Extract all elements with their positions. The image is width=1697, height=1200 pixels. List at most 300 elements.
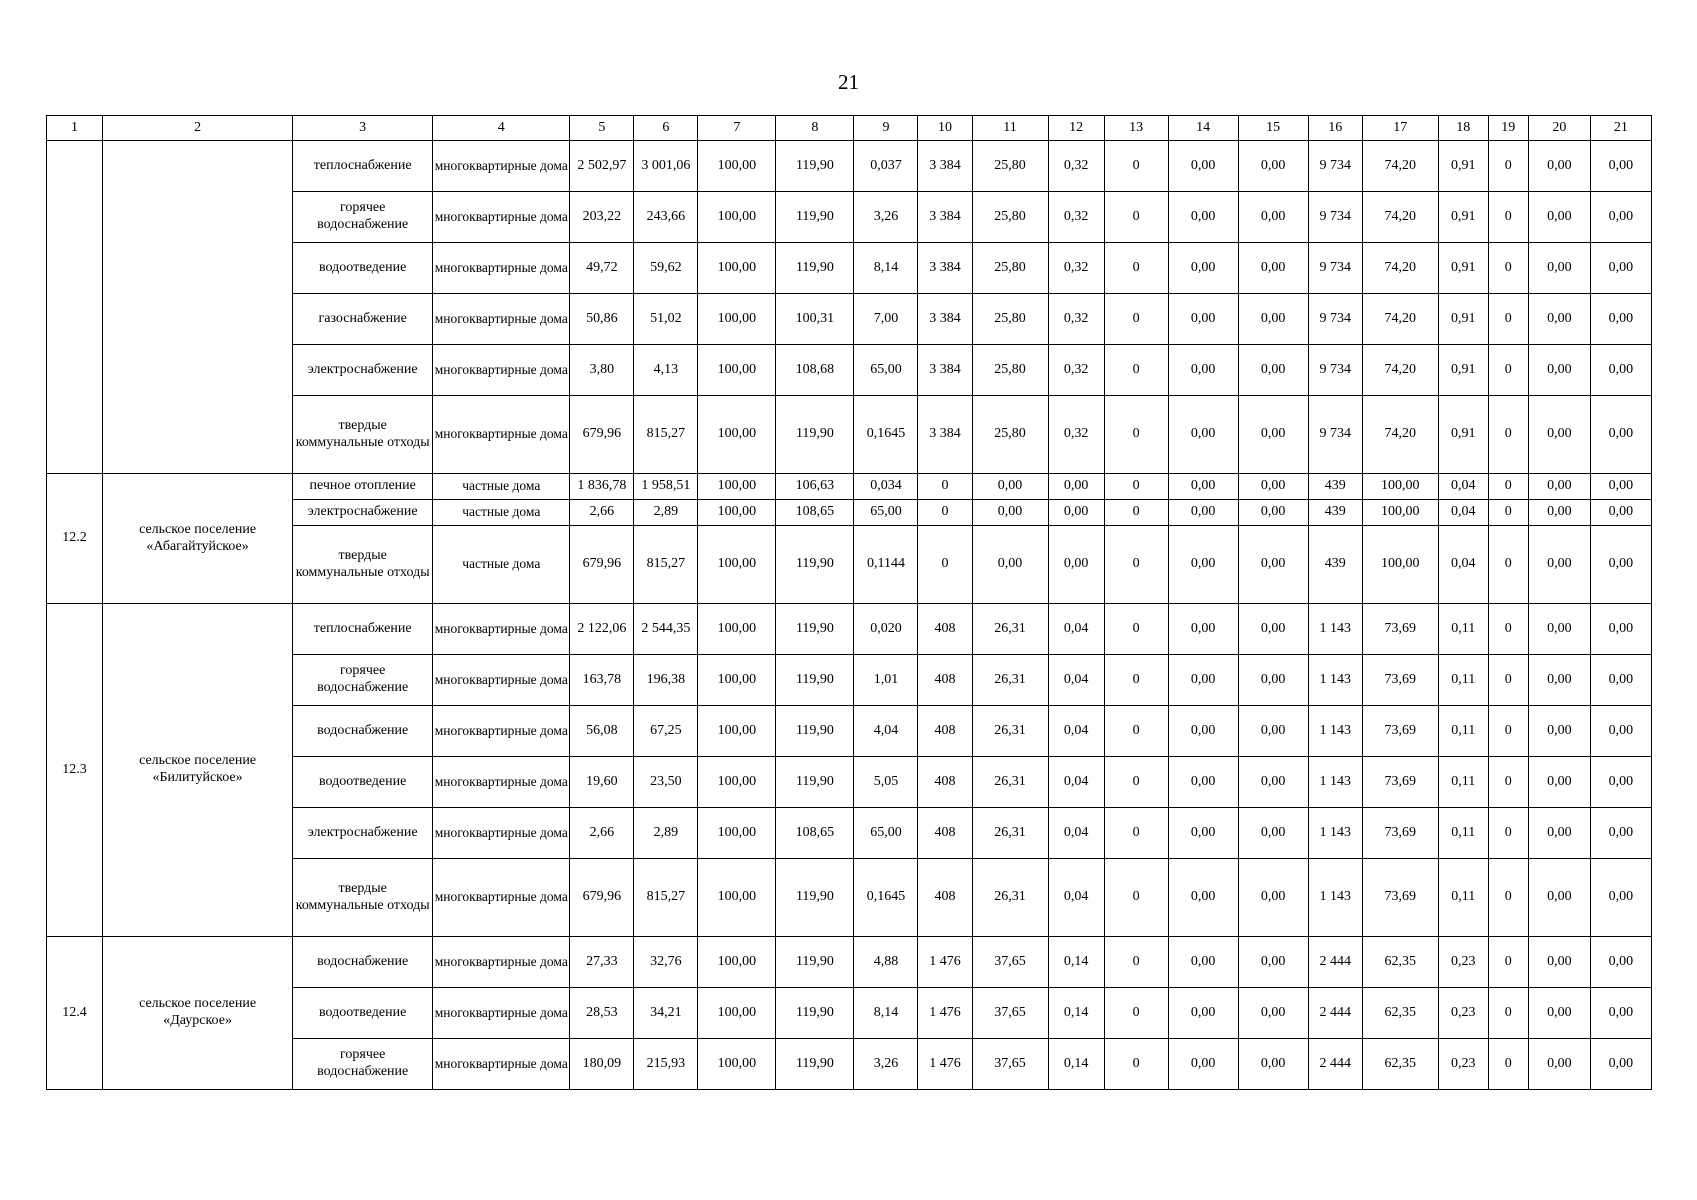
- value-cell: 3 384: [918, 345, 972, 396]
- value-cell: 0,00: [1168, 706, 1238, 757]
- housing-type-cell: многоквартирные дома: [433, 604, 570, 655]
- value-cell: 1,01: [854, 655, 918, 706]
- value-cell: 408: [918, 655, 972, 706]
- value-cell: 0,91: [1438, 396, 1488, 474]
- value-cell: 0,00: [1168, 192, 1238, 243]
- value-cell: 0,00: [1590, 706, 1651, 757]
- value-cell: 0,00: [1168, 500, 1238, 526]
- value-cell: 74,20: [1362, 345, 1438, 396]
- housing-type-cell: многоквартирные дома: [433, 396, 570, 474]
- value-cell: 100,00: [698, 757, 776, 808]
- value-cell: 26,31: [972, 808, 1048, 859]
- value-cell: 74,20: [1362, 243, 1438, 294]
- value-cell: 679,96: [570, 859, 634, 937]
- value-cell: 0: [1104, 757, 1168, 808]
- value-cell: 0,23: [1438, 988, 1488, 1039]
- value-cell: 0: [1488, 345, 1528, 396]
- table-row: [47, 474, 1652, 500]
- value-cell: 408: [918, 859, 972, 937]
- settlement-name: сельское поселение «Абагайтуйское»: [103, 474, 293, 604]
- value-cell: 2 502,97: [570, 141, 634, 192]
- value-cell: 0,00: [1168, 294, 1238, 345]
- value-cell: 0,020: [854, 604, 918, 655]
- value-cell: 815,27: [634, 859, 698, 937]
- housing-type-cell: многоквартирные дома: [433, 988, 570, 1039]
- column-header: 7: [698, 116, 776, 141]
- value-cell: 0,034: [854, 474, 918, 500]
- value-cell: 2,66: [570, 500, 634, 526]
- value-cell: 0,00: [1528, 655, 1590, 706]
- column-header: 12: [1048, 116, 1104, 141]
- column-header: 8: [776, 116, 854, 141]
- value-cell: 196,38: [634, 655, 698, 706]
- value-cell: 0,00: [1168, 859, 1238, 937]
- value-cell: 73,69: [1362, 706, 1438, 757]
- value-cell: 0,32: [1048, 141, 1104, 192]
- value-cell: 9 734: [1308, 141, 1362, 192]
- value-cell: 23,50: [634, 757, 698, 808]
- housing-type-cell: многоквартирные дома: [433, 141, 570, 192]
- value-cell: 0,32: [1048, 192, 1104, 243]
- value-cell: 0: [1488, 859, 1528, 937]
- service-cell: водоотведение: [293, 243, 433, 294]
- value-cell: 0,00: [1238, 706, 1308, 757]
- value-cell: 8,14: [854, 988, 918, 1039]
- value-cell: 0,04: [1438, 500, 1488, 526]
- value-cell: 1 476: [918, 1039, 972, 1090]
- service-cell: теплоснабжение: [293, 604, 433, 655]
- value-cell: 73,69: [1362, 859, 1438, 937]
- value-cell: 0,11: [1438, 604, 1488, 655]
- value-cell: 0: [1488, 706, 1528, 757]
- value-cell: 100,00: [698, 294, 776, 345]
- value-cell: 0: [1488, 192, 1528, 243]
- value-cell: 9 734: [1308, 294, 1362, 345]
- housing-type-cell: многоквартирные дома: [433, 1039, 570, 1090]
- value-cell: 1 143: [1308, 757, 1362, 808]
- value-cell: 119,90: [776, 192, 854, 243]
- value-cell: 0: [1104, 345, 1168, 396]
- value-cell: 2,66: [570, 808, 634, 859]
- value-cell: 119,90: [776, 141, 854, 192]
- column-header: 6: [634, 116, 698, 141]
- value-cell: 0: [1104, 192, 1168, 243]
- value-cell: 4,04: [854, 706, 918, 757]
- value-cell: 2 544,35: [634, 604, 698, 655]
- value-cell: 0,00: [1048, 526, 1104, 604]
- value-cell: 25,80: [972, 345, 1048, 396]
- value-cell: 0,00: [1528, 141, 1590, 192]
- value-cell: 119,90: [776, 243, 854, 294]
- table-row: [47, 141, 1652, 192]
- value-cell: 0,00: [1238, 859, 1308, 937]
- value-cell: 0,32: [1048, 396, 1104, 474]
- value-cell: 7,00: [854, 294, 918, 345]
- value-cell: 0,00: [1168, 808, 1238, 859]
- housing-type-cell: многоквартирные дома: [433, 706, 570, 757]
- value-cell: 0: [1488, 526, 1528, 604]
- value-cell: 163,78: [570, 655, 634, 706]
- value-cell: 0,00: [1238, 243, 1308, 294]
- housing-type-cell: многоквартирные дома: [433, 808, 570, 859]
- service-cell: электроснабжение: [293, 500, 433, 526]
- value-cell: 62,35: [1362, 988, 1438, 1039]
- value-cell: 0,00: [1528, 937, 1590, 988]
- value-cell: 74,20: [1362, 396, 1438, 474]
- value-cell: 4,88: [854, 937, 918, 988]
- value-cell: 0: [1104, 988, 1168, 1039]
- value-cell: 9 734: [1308, 396, 1362, 474]
- housing-type-cell: многоквартирные дома: [433, 937, 570, 988]
- value-cell: 0,00: [1168, 655, 1238, 706]
- value-cell: 0,00: [1048, 500, 1104, 526]
- value-cell: 0: [1104, 937, 1168, 988]
- value-cell: 26,31: [972, 859, 1048, 937]
- column-header: 21: [1590, 116, 1651, 141]
- housing-type-cell: многоквартирные дома: [433, 294, 570, 345]
- value-cell: 119,90: [776, 937, 854, 988]
- value-cell: 0: [1104, 474, 1168, 500]
- value-cell: 37,65: [972, 988, 1048, 1039]
- value-cell: 0,00: [972, 526, 1048, 604]
- value-cell: 0,91: [1438, 141, 1488, 192]
- value-cell: 0,91: [1438, 243, 1488, 294]
- value-cell: 0,91: [1438, 345, 1488, 396]
- value-cell: 0,00: [1168, 757, 1238, 808]
- value-cell: 0,00: [1168, 937, 1238, 988]
- value-cell: 180,09: [570, 1039, 634, 1090]
- value-cell: 0,04: [1048, 604, 1104, 655]
- value-cell: 0,14: [1048, 1039, 1104, 1090]
- value-cell: 2 444: [1308, 1039, 1362, 1090]
- page-number: 21: [838, 70, 859, 94]
- value-cell: 0,00: [1168, 141, 1238, 192]
- value-cell: 408: [918, 808, 972, 859]
- value-cell: 0,00: [1238, 345, 1308, 396]
- value-cell: 0,04: [1438, 526, 1488, 604]
- value-cell: 0,00: [1528, 345, 1590, 396]
- value-cell: 0: [1104, 808, 1168, 859]
- value-cell: 4,13: [634, 345, 698, 396]
- value-cell: 0: [1488, 937, 1528, 988]
- value-cell: 0,00: [1590, 937, 1651, 988]
- column-header: 10: [918, 116, 972, 141]
- value-cell: 0: [1488, 500, 1528, 526]
- value-cell: 0,00: [1168, 345, 1238, 396]
- value-cell: 9 734: [1308, 192, 1362, 243]
- settlement-name: [103, 141, 293, 474]
- value-cell: 26,31: [972, 706, 1048, 757]
- value-cell: 0: [1488, 141, 1528, 192]
- value-cell: 0,04: [1048, 757, 1104, 808]
- settlement-number: [47, 141, 103, 474]
- value-cell: 0,00: [1168, 526, 1238, 604]
- value-cell: 0,00: [1590, 655, 1651, 706]
- column-header: 18: [1438, 116, 1488, 141]
- value-cell: 0,11: [1438, 706, 1488, 757]
- value-cell: 0: [1488, 474, 1528, 500]
- value-cell: 26,31: [972, 655, 1048, 706]
- value-cell: 73,69: [1362, 757, 1438, 808]
- value-cell: 0,00: [972, 500, 1048, 526]
- value-cell: 203,22: [570, 192, 634, 243]
- value-cell: 119,90: [776, 604, 854, 655]
- value-cell: 0: [1488, 757, 1528, 808]
- tariff-table: [46, 115, 1652, 1090]
- value-cell: 0,00: [1168, 604, 1238, 655]
- value-cell: 0: [1488, 988, 1528, 1039]
- value-cell: 1 143: [1308, 655, 1362, 706]
- value-cell: 0,1144: [854, 526, 918, 604]
- column-header: 1: [47, 116, 103, 141]
- service-cell: водоотведение: [293, 757, 433, 808]
- value-cell: 51,02: [634, 294, 698, 345]
- value-cell: 0: [1488, 243, 1528, 294]
- value-cell: 0,00: [1528, 859, 1590, 937]
- value-cell: 0,00: [972, 474, 1048, 500]
- value-cell: 0: [1104, 500, 1168, 526]
- value-cell: 73,69: [1362, 808, 1438, 859]
- value-cell: 0,00: [1590, 243, 1651, 294]
- value-cell: 0,00: [1590, 500, 1651, 526]
- value-cell: 9 734: [1308, 243, 1362, 294]
- value-cell: 0,00: [1168, 243, 1238, 294]
- service-cell: газоснабжение: [293, 294, 433, 345]
- value-cell: 0: [1488, 396, 1528, 474]
- value-cell: 0,14: [1048, 937, 1104, 988]
- value-cell: 3 384: [918, 294, 972, 345]
- value-cell: 100,00: [698, 474, 776, 500]
- value-cell: 0,32: [1048, 345, 1104, 396]
- column-header: 16: [1308, 116, 1362, 141]
- value-cell: 119,90: [776, 988, 854, 1039]
- value-cell: 0,00: [1238, 474, 1308, 500]
- value-cell: 3 001,06: [634, 141, 698, 192]
- service-cell: горячее водоснабжение: [293, 1039, 433, 1090]
- value-cell: 815,27: [634, 396, 698, 474]
- value-cell: 0,11: [1438, 859, 1488, 937]
- value-cell: 439: [1308, 526, 1362, 604]
- value-cell: 0,00: [1590, 294, 1651, 345]
- value-cell: 100,00: [698, 1039, 776, 1090]
- column-header: 4: [433, 116, 570, 141]
- value-cell: 0,04: [1438, 474, 1488, 500]
- value-cell: 100,00: [698, 141, 776, 192]
- service-cell: теплоснабжение: [293, 141, 433, 192]
- value-cell: 19,60: [570, 757, 634, 808]
- value-cell: 0,00: [1528, 757, 1590, 808]
- service-cell: горячее водоснабжение: [293, 192, 433, 243]
- value-cell: 0: [1488, 1039, 1528, 1090]
- housing-type-cell: многоквартирные дома: [433, 757, 570, 808]
- value-cell: 0: [1104, 859, 1168, 937]
- value-cell: 0: [1104, 706, 1168, 757]
- value-cell: 100,00: [698, 396, 776, 474]
- value-cell: 0,00: [1238, 655, 1308, 706]
- value-cell: 0,91: [1438, 192, 1488, 243]
- value-cell: 0,00: [1168, 396, 1238, 474]
- value-cell: 3,26: [854, 1039, 918, 1090]
- value-cell: 215,93: [634, 1039, 698, 1090]
- value-cell: 0,04: [1048, 655, 1104, 706]
- value-cell: 25,80: [972, 294, 1048, 345]
- value-cell: 0,04: [1048, 706, 1104, 757]
- service-cell: твердые коммунальные отходы: [293, 526, 433, 604]
- value-cell: 0: [1104, 526, 1168, 604]
- value-cell: 119,90: [776, 526, 854, 604]
- value-cell: 0: [1104, 243, 1168, 294]
- value-cell: 2 122,06: [570, 604, 634, 655]
- value-cell: 0,00: [1590, 396, 1651, 474]
- housing-type-cell: многоквартирные дома: [433, 345, 570, 396]
- value-cell: 119,90: [776, 859, 854, 937]
- value-cell: 3 384: [918, 243, 972, 294]
- value-cell: 73,69: [1362, 604, 1438, 655]
- value-cell: 0: [1104, 1039, 1168, 1090]
- value-cell: 0,00: [1238, 192, 1308, 243]
- value-cell: 25,80: [972, 243, 1048, 294]
- value-cell: 0,00: [1590, 988, 1651, 1039]
- value-cell: 0: [1104, 604, 1168, 655]
- value-cell: 0,00: [1528, 396, 1590, 474]
- value-cell: 0: [918, 500, 972, 526]
- value-cell: 27,33: [570, 937, 634, 988]
- housing-type-cell: многоквартирные дома: [433, 192, 570, 243]
- value-cell: 1 143: [1308, 604, 1362, 655]
- value-cell: 0,00: [1590, 604, 1651, 655]
- value-cell: 100,00: [698, 937, 776, 988]
- value-cell: 0,00: [1528, 808, 1590, 859]
- value-cell: 34,21: [634, 988, 698, 1039]
- value-cell: 0,1645: [854, 859, 918, 937]
- value-cell: 439: [1308, 474, 1362, 500]
- value-cell: 0,00: [1528, 294, 1590, 345]
- value-cell: 0,00: [1528, 500, 1590, 526]
- value-cell: 65,00: [854, 808, 918, 859]
- housing-type-cell: многоквартирные дома: [433, 859, 570, 937]
- table-row: [47, 937, 1652, 988]
- value-cell: 439: [1308, 500, 1362, 526]
- value-cell: 49,72: [570, 243, 634, 294]
- value-cell: 28,53: [570, 988, 634, 1039]
- value-cell: 0,00: [1528, 1039, 1590, 1090]
- value-cell: 3 384: [918, 192, 972, 243]
- value-cell: 0,00: [1590, 141, 1651, 192]
- service-cell: водоотведение: [293, 988, 433, 1039]
- settlement-number: 12.4: [47, 937, 103, 1090]
- value-cell: 0,00: [1048, 474, 1104, 500]
- value-cell: 0,00: [1238, 937, 1308, 988]
- value-cell: 0: [1104, 396, 1168, 474]
- value-cell: 100,00: [698, 345, 776, 396]
- value-cell: 100,00: [698, 655, 776, 706]
- housing-type-cell: частные дома: [433, 526, 570, 604]
- value-cell: 100,00: [1362, 474, 1438, 500]
- value-cell: 67,25: [634, 706, 698, 757]
- value-cell: 0: [1488, 655, 1528, 706]
- value-cell: 0,00: [1168, 1039, 1238, 1090]
- value-cell: 243,66: [634, 192, 698, 243]
- value-cell: 0,00: [1238, 396, 1308, 474]
- value-cell: 0,00: [1528, 243, 1590, 294]
- value-cell: 0,11: [1438, 757, 1488, 808]
- value-cell: 62,35: [1362, 937, 1438, 988]
- value-cell: 26,31: [972, 757, 1048, 808]
- housing-type-cell: частные дома: [433, 474, 570, 500]
- value-cell: 119,90: [776, 1039, 854, 1090]
- value-cell: 0,037: [854, 141, 918, 192]
- value-cell: 25,80: [972, 192, 1048, 243]
- value-cell: 0: [1488, 604, 1528, 655]
- value-cell: 1 143: [1308, 808, 1362, 859]
- value-cell: 0,23: [1438, 1039, 1488, 1090]
- value-cell: 0,00: [1168, 474, 1238, 500]
- value-cell: 119,90: [776, 757, 854, 808]
- value-cell: 0,00: [1238, 988, 1308, 1039]
- value-cell: 0,00: [1238, 1039, 1308, 1090]
- value-cell: 0,00: [1168, 988, 1238, 1039]
- value-cell: 37,65: [972, 1039, 1048, 1090]
- value-cell: 108,65: [776, 500, 854, 526]
- column-header: 3: [293, 116, 433, 141]
- value-cell: 0,00: [1238, 141, 1308, 192]
- value-cell: 1 143: [1308, 706, 1362, 757]
- value-cell: 74,20: [1362, 294, 1438, 345]
- value-cell: 408: [918, 604, 972, 655]
- value-cell: 0,00: [1238, 604, 1308, 655]
- value-cell: 119,90: [776, 655, 854, 706]
- settlement-name: сельское поселение «Даурское»: [103, 937, 293, 1090]
- value-cell: 0,00: [1590, 345, 1651, 396]
- housing-type-cell: частные дома: [433, 500, 570, 526]
- value-cell: 0,00: [1238, 500, 1308, 526]
- value-cell: 32,76: [634, 937, 698, 988]
- value-cell: 0,1645: [854, 396, 918, 474]
- service-cell: электроснабжение: [293, 345, 433, 396]
- value-cell: 108,65: [776, 808, 854, 859]
- value-cell: 100,00: [698, 243, 776, 294]
- value-cell: 0,11: [1438, 655, 1488, 706]
- value-cell: 0,00: [1590, 808, 1651, 859]
- value-cell: 0,00: [1590, 757, 1651, 808]
- value-cell: 0,04: [1048, 808, 1104, 859]
- value-cell: 0,04: [1048, 859, 1104, 937]
- value-cell: 0,00: [1238, 757, 1308, 808]
- value-cell: 0: [1104, 294, 1168, 345]
- header-row: [47, 116, 1652, 141]
- value-cell: 0,00: [1238, 526, 1308, 604]
- value-cell: 3 384: [918, 141, 972, 192]
- value-cell: 2 444: [1308, 988, 1362, 1039]
- settlement-number: 12.2: [47, 474, 103, 604]
- housing-type-cell: многоквартирные дома: [433, 243, 570, 294]
- value-cell: 100,00: [698, 988, 776, 1039]
- value-cell: 0,00: [1528, 706, 1590, 757]
- value-cell: 0,00: [1590, 859, 1651, 937]
- value-cell: 2,89: [634, 500, 698, 526]
- value-cell: 0,00: [1528, 474, 1590, 500]
- value-cell: 0: [1488, 294, 1528, 345]
- value-cell: 0,23: [1438, 937, 1488, 988]
- value-cell: 50,86: [570, 294, 634, 345]
- value-cell: 408: [918, 757, 972, 808]
- value-cell: 62,35: [1362, 1039, 1438, 1090]
- value-cell: 9 734: [1308, 345, 1362, 396]
- housing-type-cell: многоквартирные дома: [433, 655, 570, 706]
- service-cell: водоснабжение: [293, 706, 433, 757]
- value-cell: 100,00: [1362, 526, 1438, 604]
- value-cell: 3,80: [570, 345, 634, 396]
